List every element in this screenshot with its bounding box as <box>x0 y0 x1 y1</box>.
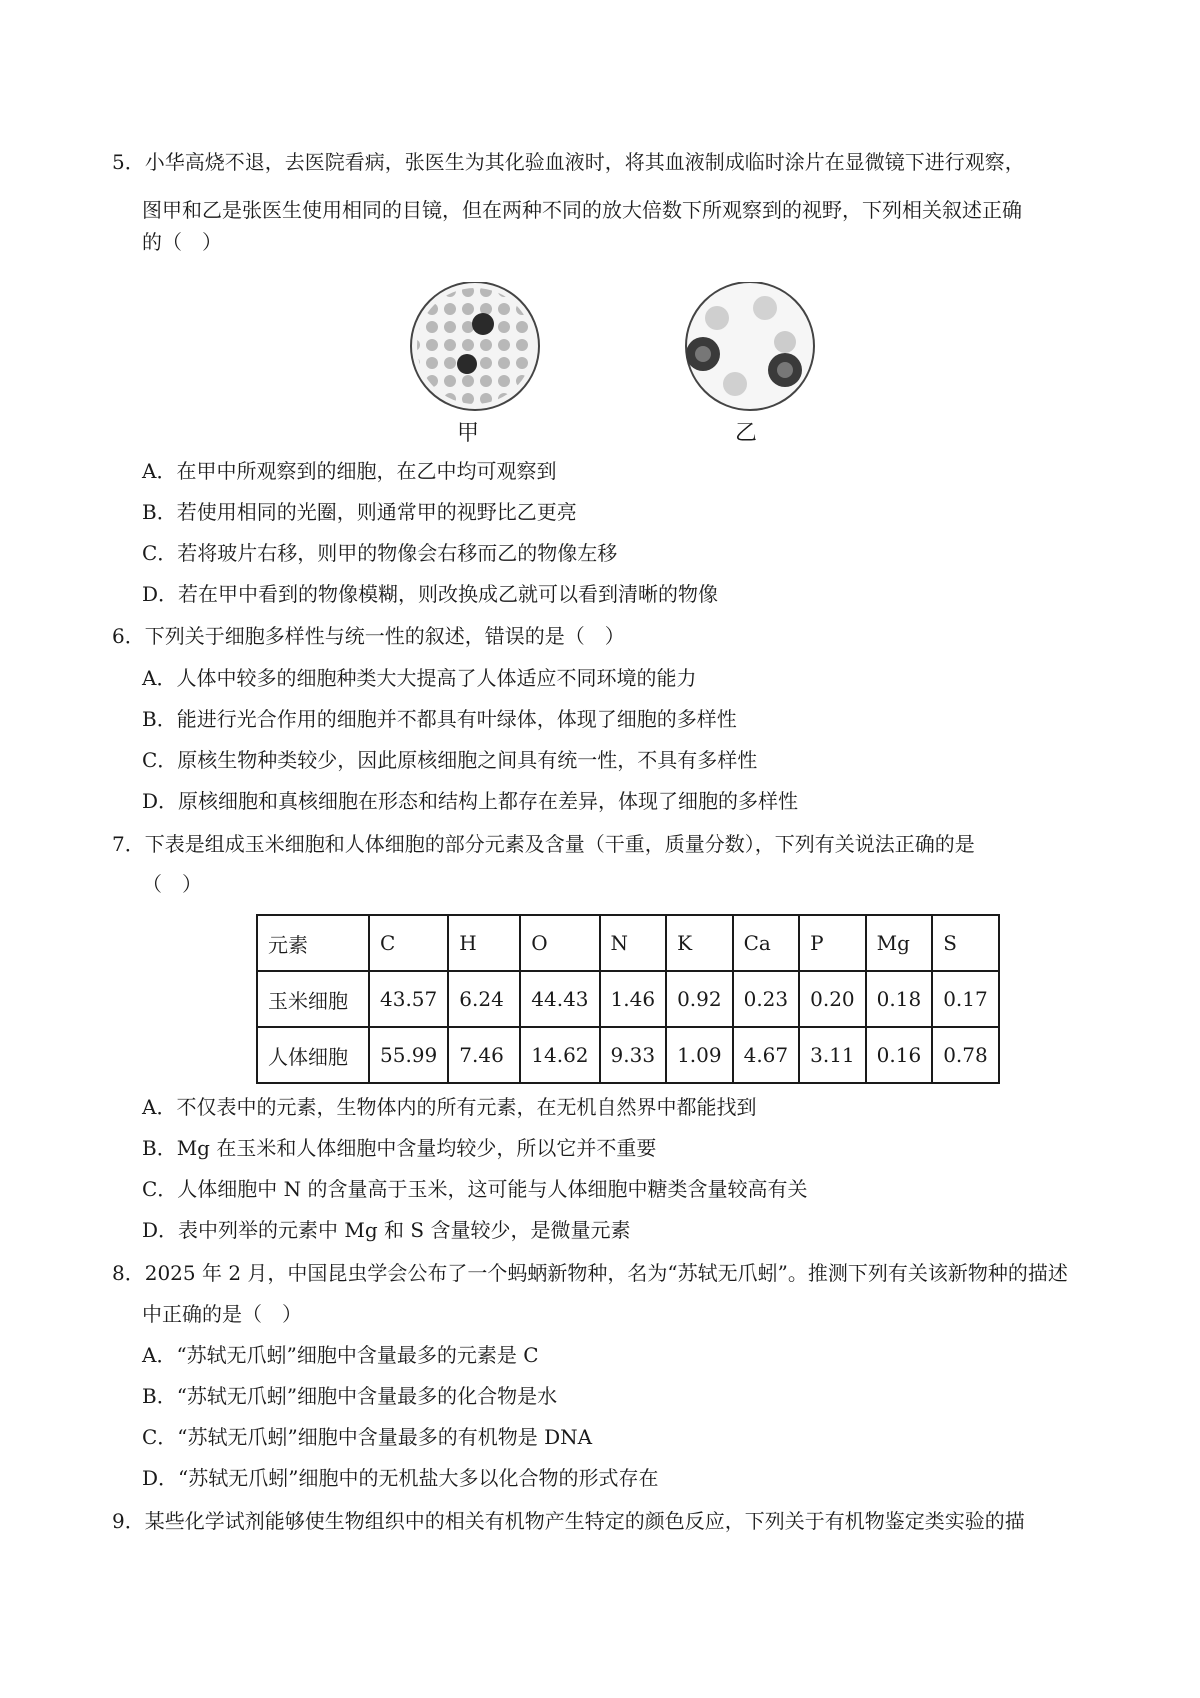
q8-option-b: B．“苏轼无爪蚓”细胞中含量最多的化合物是水 <box>142 1384 558 1408</box>
figure-label-a: 甲 <box>457 421 480 446</box>
q5-stem-line3: 的（ ） <box>142 230 222 254</box>
table-cell: 0.16 <box>866 1027 933 1083</box>
table-cell: 0.92 <box>666 971 733 1027</box>
q7-option-d: D．表中列举的元素中 Mg 和 S 含量较少，是微量元素 <box>142 1218 631 1242</box>
q9-stem-line1: 9．某些化学试剂能够使生物组织中的相关有机物产生特定的颜色反应，下列关于有机物鉴定类实验的描 <box>112 1509 1025 1533</box>
q7-option-a: A．不仅表中的元素，生物体内的所有元素，在无机自然界中都能找到 <box>142 1095 757 1119</box>
q8-option-a: A．“苏轼无爪蚓”细胞中含量最多的元素是 C <box>142 1343 539 1367</box>
q5-option-b: B．若使用相同的光圈，则通常甲的视野比乙更亮 <box>142 500 577 524</box>
microscope-figure <box>405 282 825 450</box>
q8-stem-line2: 中正确的是（ ） <box>142 1302 302 1326</box>
q6-stem: 6．下列关于细胞多样性与统一性的叙述，错误的是（ ） <box>112 624 625 648</box>
q5-option-a: A．在甲中所观察到的细胞，在乙中均可观察到 <box>142 459 557 483</box>
view-a-circle <box>411 282 539 410</box>
q5-stem-line1: 5．小华高烧不退，去医院看病，张医生为其化验血液时，将其血液制成临时涂片在显微镜下进行观察， <box>112 150 1025 174</box>
table-cell: P <box>799 915 866 971</box>
table-cell: 6.24 <box>448 971 520 1027</box>
table-cell: N <box>600 915 667 971</box>
table-cell: 0.20 <box>799 971 866 1027</box>
table-cell: 元素 <box>257 915 369 971</box>
table-row <box>257 1027 999 1083</box>
table-row <box>257 971 999 1027</box>
q8-option-d: D．“苏轼无爪蚓”细胞中的无机盐大多以化合物的形式存在 <box>142 1466 659 1490</box>
figure-label-b: 乙 <box>735 421 758 446</box>
table-cell: 4.67 <box>733 1027 800 1083</box>
table-cell: 55.99 <box>369 1027 448 1083</box>
q5-stem-line2: 图甲和乙是张医生使用相同的目镜，但在两种不同的放大倍数下所观察到的视野，下列相关叙述正确 <box>142 198 1022 222</box>
element-content-table <box>256 914 1000 1084</box>
table-cell: 44.43 <box>520 971 599 1027</box>
q6-option-c: C．原核生物种类较少，因此原核细胞之间具有统一性，不具有多样性 <box>142 748 758 772</box>
table-cell: 43.57 <box>369 971 448 1027</box>
table-header-row <box>257 915 999 971</box>
table-cell: 人体细胞 <box>257 1027 369 1083</box>
table-cell: 0.18 <box>866 971 933 1027</box>
table-cell: 0.23 <box>733 971 800 1027</box>
table-cell: 1.46 <box>600 971 667 1027</box>
view-b-circle <box>686 282 814 410</box>
table-cell: 玉米细胞 <box>257 971 369 1027</box>
table-cell: 7.46 <box>448 1027 520 1083</box>
q8-stem-line1: 8．2025 年 2 月，中国昆虫学会公布了一个蚂蛃新物种，名为“苏轼无爪蚓”。推测下列有关该新物种的描述 <box>112 1261 1068 1285</box>
table-cell: C <box>369 915 448 971</box>
table-cell: S <box>932 915 999 971</box>
microscope-views-image <box>405 282 825 412</box>
q8-option-c: C．“苏轼无爪蚓”细胞中含量最多的有机物是 DNA <box>142 1425 593 1449</box>
q7-stem-line2: （ ） <box>142 872 202 896</box>
table-cell: 14.62 <box>520 1027 599 1083</box>
table-cell: Ca <box>733 915 800 971</box>
table-cell: 0.17 <box>932 971 999 1027</box>
q7-stem-line1: 7．下表是组成玉米细胞和人体细胞的部分元素及含量（干重，质量分数），下列有关说法正确的是 <box>112 832 975 856</box>
table-cell: Mg <box>866 915 933 971</box>
table-cell: 3.11 <box>799 1027 866 1083</box>
table-cell: 1.09 <box>666 1027 733 1083</box>
q7-option-b: B．Mg 在玉米和人体细胞中含量均较少，所以它并不重要 <box>142 1136 657 1160</box>
q6-option-d: D．原核细胞和真核细胞在形态和结构上都存在差异，体现了细胞的多样性 <box>142 789 799 813</box>
table-cell: H <box>448 915 520 971</box>
q5-option-d: D．若在甲中看到的物像模糊，则改换成乙就可以看到清晰的物像 <box>142 582 719 606</box>
table-cell: 0.78 <box>932 1027 999 1083</box>
q5-option-c: C．若将玻片右移，则甲的物像会右移而乙的物像左移 <box>142 541 618 565</box>
table-cell: 9.33 <box>600 1027 667 1083</box>
table-cell: O <box>520 915 599 971</box>
q6-option-b: B．能进行光合作用的细胞并不都具有叶绿体，体现了细胞的多样性 <box>142 707 737 731</box>
q7-option-c: C．人体细胞中 N 的含量高于玉米，这可能与人体细胞中糖类含量较高有关 <box>142 1177 808 1201</box>
q6-option-a: A．人体中较多的细胞种类大大提高了人体适应不同环境的能力 <box>142 666 697 690</box>
table-cell: K <box>666 915 733 971</box>
